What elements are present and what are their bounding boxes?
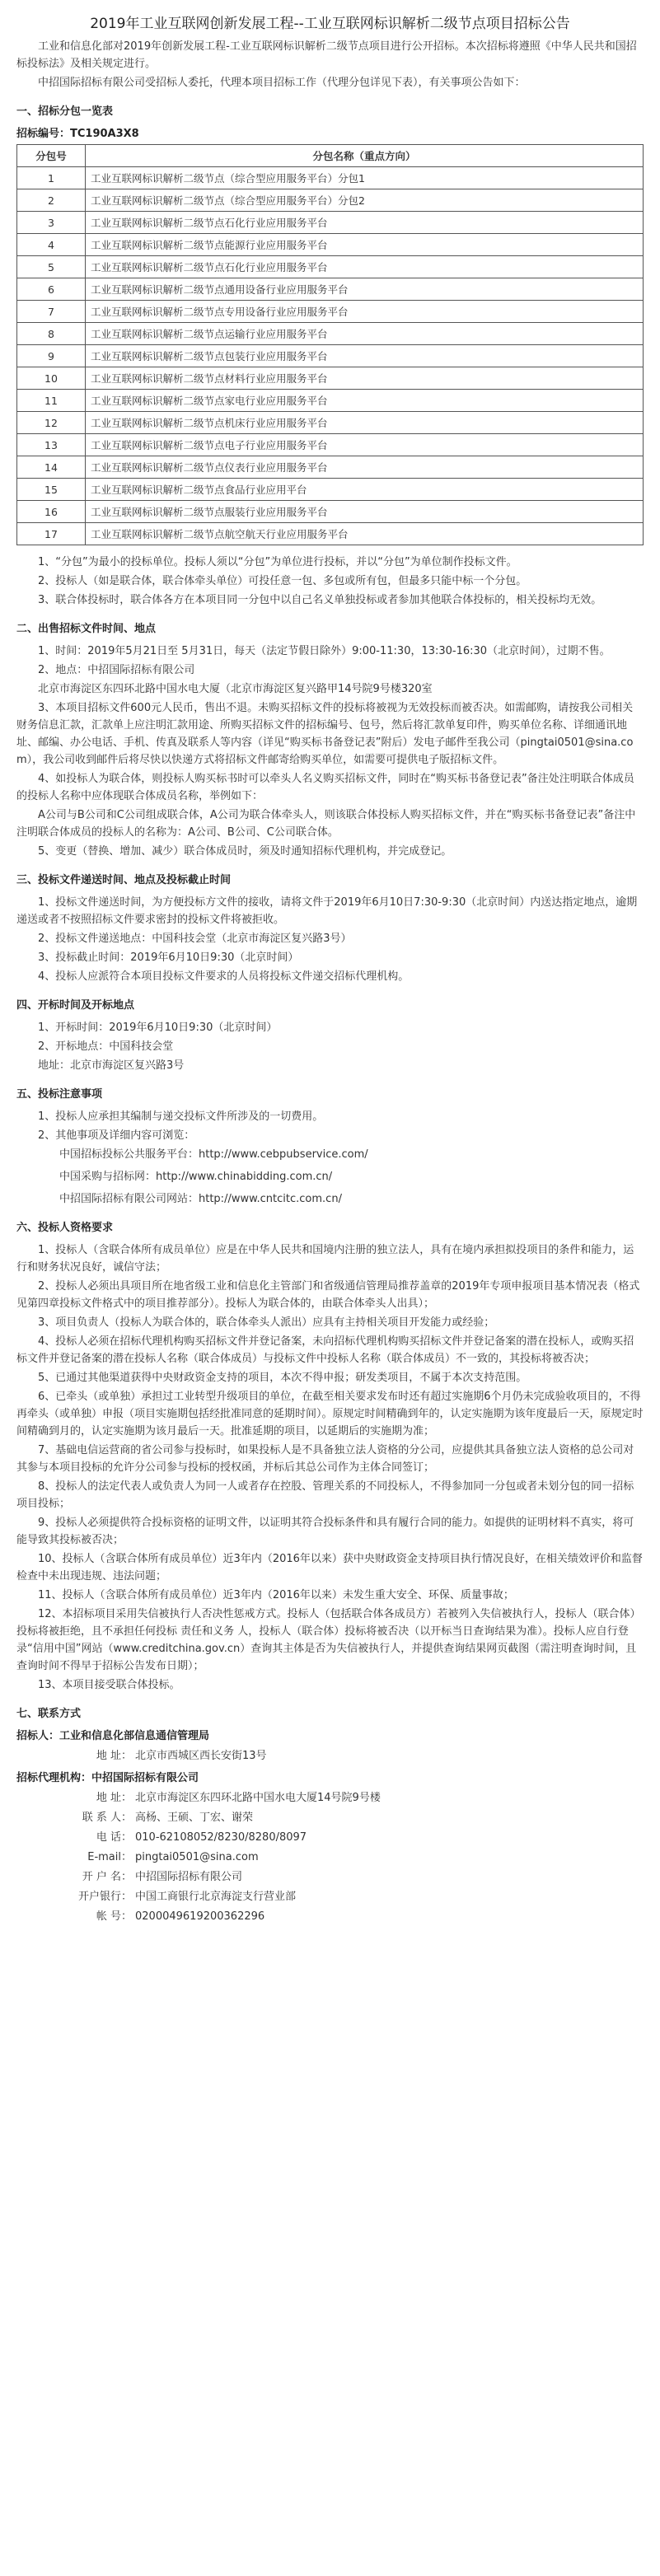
contact-row <box>16 1868 644 1886</box>
lot-name-cell: 工业互联网标识解析二级节点仪表行业应用服务平台 <box>86 456 644 479</box>
note-paragraph: 2、投标人（如是联合体，联合体牵头单位）可投任意一包、多包或所有包，但最多只能中标一个分包。 <box>38 575 527 587</box>
lot-name-cell: 工业互联网标识解析二级节点服装行业应用服务平台 <box>86 501 644 523</box>
lot-name-cell: 工业互联网标识解析二级节点航空航天行业应用服务平台 <box>86 523 644 545</box>
lot-name-cell: 工业互联网标识解析二级节点家电行业应用服务平台 <box>86 390 644 412</box>
note-paragraph: 1、“分包”为最小的投标单位。投标人须以“分包”为单位进行投标，并以“分包”为单位制作投标文件。 <box>38 556 517 568</box>
list-item: 1、开标时间：2019年6月10日9:30（北京时间） <box>38 1022 278 1034</box>
list-item: 9、投标人必须提供符合投标资格的证明文件，以证明其符合投标条件和具有履行合同的能力。如提供的证明材料不真实，将可能导致其投标被否决； <box>16 1517 634 1546</box>
lot-name-cell: 工业互联网标识解析二级节点包装行业应用服务平台 <box>86 345 644 367</box>
website-link: 中国招标投标公共服务平台：http://www.cebpubservice.com/ <box>59 1148 368 1161</box>
contact-key: E-mail： <box>87 1851 132 1863</box>
lot-number-cell: 9 <box>17 345 86 367</box>
table-header-row <box>17 145 644 167</box>
table-row <box>17 434 644 456</box>
website-list <box>16 1146 644 1208</box>
contact-value: 北京市西城区西长安街13号 <box>135 1750 267 1762</box>
contact-row <box>16 1888 644 1905</box>
lots-notes <box>16 554 644 609</box>
lot-number-cell: 5 <box>17 256 86 278</box>
lot-number-cell: 3 <box>17 212 86 234</box>
section-heading: 二、出售招标文件时间、地点 <box>16 623 157 635</box>
list-item: 5、已通过其他渠道获得中央财政资金支持的项目，本次不得申报；研发类项目，不属于本次支持范围。 <box>38 1372 527 1384</box>
table-row <box>17 189 644 212</box>
contact-row <box>16 1789 644 1807</box>
table-row <box>17 278 644 301</box>
column-header-name: 分包名称（重点方向） <box>86 145 644 167</box>
note-paragraph: 3、联合体投标时，联合体各方在本项目同一分包中以自己名义单独投标或者参加其他联合体投标的，相关投标均无效。 <box>38 594 602 606</box>
section-heading: 一、招标分包一览表 <box>16 105 114 118</box>
lot-name-cell: 工业互联网标识解析二级节点机床行业应用服务平台 <box>86 412 644 434</box>
lot-name-cell: 工业互联网标识解析二级节点能源行业应用服务平台 <box>86 234 644 256</box>
list-item: 1、投标人（含联合体所有成员单位）应是在中华人民共和国境内注册的独立法人，具有在境内承担拟投项目的条件和能力，运行和财务状况良好，诚信守法； <box>16 1244 634 1274</box>
contact-block <box>16 1727 644 1925</box>
website-link: 中国采购与招标网：http://www.chinabidding.com.cn/ <box>59 1171 333 1183</box>
table-row <box>17 301 644 323</box>
contact-key: 开户银行： <box>77 1891 132 1903</box>
list-item: 3、本项目招标文件600元人民币，售出不退。未购买招标文件的投标将被视为无效投标而被否决。如需邮购，请按我公司相关财务信息汇款，汇款单上应注明汇款用途、所购买招标文件的招标编号、包号，然后将汇款单复印件，购买单位名称、详细通讯地址、邮编、办公电话、手机、传真及联系人等内容（详见“购买标书备登记表”附后）发电子邮件至我公司（pingtai0501@sina.com），我公司收到邮件后将尽快以快递方式将招标文件邮寄给购买单位，如需要可提供电子版招标文件。 <box>16 702 634 766</box>
table-row <box>17 234 644 256</box>
contact-key: 开 户 名： <box>82 1871 132 1883</box>
lot-number-cell: 10 <box>17 367 86 390</box>
table-row <box>17 390 644 412</box>
lot-number-cell: 7 <box>17 301 86 323</box>
section-heading: 三、投标文件递送时间、地点及投标截止时间 <box>16 874 232 886</box>
contact-value: 中国工商银行北京海淀支行营业部 <box>135 1891 297 1903</box>
list-item: 6、已牵头（或单独）承担过工业转型升级项目的单位，在截至相关要求发布时还有超过实施期6个月仍未完成验收项目的，不得再牵头（或单独）申报（项目实施期包括经批准同意的延期时间）。原规定时间精确到年的，认定实施期为该年度最后一天，原规定时间精确到月的，认定实施期为该月最后一天。批准延期的项目，以延期后的实施期为准； <box>16 1391 644 1438</box>
list-item: 2、开标地点：中国科技会堂 <box>38 1040 174 1053</box>
contact-key: 地 址： <box>96 1750 132 1762</box>
list-item: 1、投标人应承担其编制与递交投标文件所涉及的一切费用。 <box>38 1110 324 1123</box>
section-heading: 四、开标时间及开标地点 <box>16 999 135 1012</box>
list-item: 地址：北京市海淀区复兴路3号 <box>38 1059 185 1072</box>
list-item: 北京市海淀区东四环北路中国水电大厦（北京市海淀区复兴路甲14号院9号楼320室 <box>38 683 433 695</box>
lot-name-cell: 工业互联网标识解析二级节点（综合型应用服务平台）分包1 <box>86 167 644 189</box>
agency-rows <box>16 1789 644 1925</box>
lot-name-cell: 工业互联网标识解析二级节点运输行业应用服务平台 <box>86 323 644 345</box>
lot-name-cell: 工业互联网标识解析二级节点通用设备行业应用服务平台 <box>86 278 644 301</box>
table-row <box>17 456 644 479</box>
lot-name-cell: 工业互联网标识解析二级节点石化行业应用服务平台 <box>86 212 644 234</box>
contact-value: 北京市海淀区东四环北路中国水电大厦14号院9号楼 <box>135 1792 381 1804</box>
list-item: 2、其他事项及详细内容可浏览： <box>38 1129 195 1142</box>
contact-row <box>16 1809 644 1826</box>
contact-value: pingtai0501@sina.com <box>135 1851 259 1863</box>
lot-name-cell: 工业互联网标识解析二级节点材料行业应用服务平台 <box>86 367 644 390</box>
page-title: 2019年工业互联网创新发展工程--工业互联网标识解析二级节点项目招标公告 <box>90 16 570 32</box>
section-items <box>16 894 644 985</box>
lot-name-cell: 工业互联网标识解析二级节点食品行业应用平台 <box>86 479 644 501</box>
section-items <box>16 1241 644 1694</box>
intro-paragraph: 中招国际招标有限公司受招标人委托，代理本项目招标工作（代理分包详见下表），有关事项公告如下： <box>38 77 526 89</box>
list-item: 4、投标人必须在招标代理机构购买招标文件并登记备案，未向招标代理机构购买招标文件并登记备案的潜在投标人，或购买招标文件并登记备案的潜在投标人名称（联合体成员）与投标文件中投标人名称（联合体成员）不一致的，其投标将被否决； <box>16 1335 634 1365</box>
list-item: 3、项目负责人（投标人为联合体的，联合体牵头人派出）应具有主持相关项目开发能力或经验； <box>38 1316 495 1329</box>
contact-value: 010-62108052/8230/8280/8097 <box>135 1831 307 1844</box>
list-item: A公司与B公司和C公司组成联合体，A公司为联合体牵头人，则该联合体投标人购买招标文件，并在“购买标书备登记表”备注中注明联合体成员的投标人的名称为：A公司、B公司、C公司联合体。 <box>16 809 636 839</box>
tenderer-label: 招标人：工业和信息化部信息通信管理局 <box>16 1730 210 1742</box>
table-row <box>17 523 644 545</box>
contact-row <box>16 1747 644 1765</box>
contact-key: 联 系 人： <box>82 1812 132 1824</box>
table-row <box>17 412 644 434</box>
lot-name-cell: 工业互联网标识解析二级节点（综合型应用服务平台）分包2 <box>86 189 644 212</box>
table-row <box>17 212 644 234</box>
table-row <box>17 323 644 345</box>
list-item: 2、投标文件递送地点：中国科技会堂（北京市海淀区复兴路3号） <box>38 933 352 945</box>
lot-name-cell: 工业互联网标识解析二级节点石化行业应用服务平台 <box>86 256 644 278</box>
contact-key: 帐 号： <box>96 1910 132 1923</box>
lot-number-cell: 14 <box>17 456 86 479</box>
lot-number-cell: 8 <box>17 323 86 345</box>
list-item: 5、变更（替换、增加、减少）联合体成员时，须及时通知招标代理机构，并完成登记。 <box>38 845 452 858</box>
lot-number-cell: 13 <box>17 434 86 456</box>
section-heading: 七、联系方式 <box>16 1708 82 1720</box>
contact-row <box>16 1908 644 1925</box>
table-row <box>17 256 644 278</box>
list-item: 13、本项目接受联合体投标。 <box>38 1679 180 1691</box>
table-row <box>17 167 644 189</box>
lot-number-cell: 11 <box>17 390 86 412</box>
table-row <box>17 479 644 501</box>
table-row <box>17 345 644 367</box>
list-item: 7、基础电信运营商的省公司参与投标时，如果投标人是不具备独立法人资格的分公司，应提供其具备独立法人资格的总公司对其参与本项目投标的允许分公司参与投标的授权函，并标后其总公司作为主体合同签订； <box>16 1444 634 1474</box>
section-heading: 五、投标注意事项 <box>16 1088 103 1101</box>
lot-number-cell: 4 <box>17 234 86 256</box>
contact-key: 地 址： <box>96 1792 132 1804</box>
lot-number-cell: 16 <box>17 501 86 523</box>
list-item: 3、投标截止时间：2019年6月10日9:30（北京时间） <box>38 951 299 964</box>
list-item: 4、如投标人为联合体，则投标人购买标书时可以牵头人名义购买招标文件，同时在“购买标书备登记表”备注处注明联合体成员的投标人名称中应体现联合体成员名称，举例如下： <box>16 773 634 802</box>
list-item: 10、投标人（含联合体所有成员单位）近3年内（2016年以来）获中央财政资金支持项目执行情况良好，在相关绩效评价和监督检查中未出现违规、违法问题； <box>16 1553 643 1583</box>
intro-paragraph: 工业和信息化部对2019年创新发展工程-工业互联网标识解析二级节点项目进行公开招标。本次招标将遵照《中华人民共和国招标投标法》及相关规定进行。 <box>16 40 637 70</box>
lot-number-cell: 17 <box>17 523 86 545</box>
tenderer-rows <box>16 1747 644 1765</box>
list-item: 12、本招标项目采用失信被执行人否决性惩戒方式。投标人（包括联合体各成员方）若被列入失信被执行人，投标人（联合体）投标将被拒绝，且不承担任何投标 责任和义务 人，投标人（联合体）投标将被否决（以开标当日查询结果为准）。投标人应自行登录“信用中国”网站（www.creditchina.gov.cn）查询其主体是否为失信被执行人，并提供查询结果网页截图（需注明查询时间，且查询时间不得早于招标公告发布日期）； <box>16 1608 641 1672</box>
bid-number: 招标编号：TC190A3X8 <box>16 128 139 140</box>
list-item: 11、投标人（含联合体所有成员单位）近3年内（2016年以来）未发生重大安全、环保、质量事故； <box>38 1589 514 1601</box>
section-items <box>16 1019 644 1074</box>
list-item: 2、地点：中招国际招标有限公司 <box>38 664 195 676</box>
list-item: 8、投标人的法定代表人或负责人为同一人或者存在控股、管理关系的不同投标人，不得参加同一分包或者未划分包的同一招标项目投标； <box>16 1480 634 1510</box>
lot-number-cell: 6 <box>17 278 86 301</box>
website-link: 中招国际招标有限公司网站：http://www.cntcitc.com.cn/ <box>59 1193 342 1205</box>
section-heading: 六、投标人资格要求 <box>16 1222 114 1234</box>
list-item: 1、时间：2019年5月21日至 5月31日，每天（法定节假日除外）9:00-11:30，13:30-16:30（北京时间），过期不售。 <box>38 645 611 657</box>
table-row <box>17 501 644 523</box>
list-item: 1、投标文件递送时间，为方便投标方文件的接收，请将文件于2019年6月10日7:30-9:30（北京时间）内送达指定地点，逾期递送或者不按照招标文件要求密封的投标文件将被拒收。 <box>16 896 638 926</box>
agency-label: 招标代理机构：中招国际招标有限公司 <box>16 1772 199 1784</box>
lot-number-cell: 1 <box>17 167 86 189</box>
lots-table-body <box>17 167 644 545</box>
contact-value: 中招国际招标有限公司 <box>135 1871 243 1883</box>
section-items <box>16 1108 644 1144</box>
lot-number-cell: 2 <box>17 189 86 212</box>
contact-value: 高杨、王硕、丁宏、谢荣 <box>135 1812 254 1824</box>
lot-number-cell: 12 <box>17 412 86 434</box>
lot-number-cell: 15 <box>17 479 86 501</box>
contact-row <box>16 1829 644 1846</box>
contact-row <box>16 1849 644 1866</box>
table-row <box>17 367 644 390</box>
lot-name-cell: 工业互联网标识解析二级节点专用设备行业应用服务平台 <box>86 301 644 323</box>
list-item: 4、投标人应派符合本项目投标文件要求的人员将投标文件递交招标代理机构。 <box>38 970 410 983</box>
lots-table <box>16 144 644 545</box>
contact-key: 电 话： <box>96 1831 132 1844</box>
section-items <box>16 643 644 860</box>
contact-value: 0200049619200362296 <box>135 1910 265 1923</box>
list-item: 2、投标人必须出具项目所在地省级工业和信息化主管部门和省级通信管理局推荐盖章的2019年专项申报项目基本情况表（格式见第四章投标文件格式中的项目推荐部分）。投标人为联合体的，由联合体牵头人出具）； <box>16 1280 640 1310</box>
column-header-lot: 分包号 <box>17 145 86 167</box>
lot-name-cell: 工业互联网标识解析二级节点电子行业应用服务平台 <box>86 434 644 456</box>
